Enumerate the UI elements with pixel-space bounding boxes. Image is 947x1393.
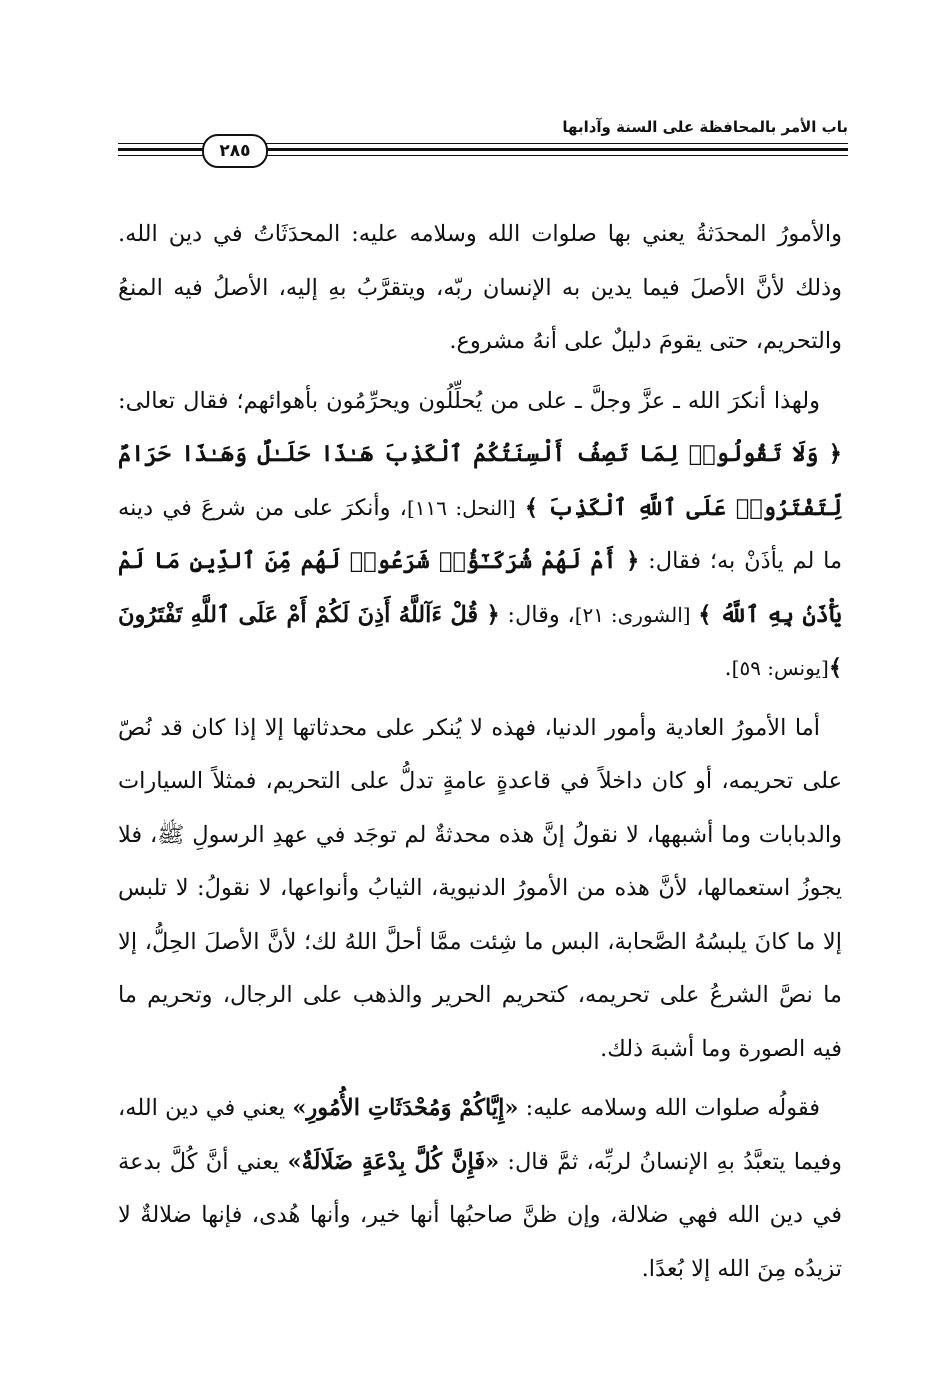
verse-reference: [يونس: ٥٩] [731, 656, 829, 680]
page-number: ٢٨٥ [202, 134, 268, 168]
paragraph [118, 375, 842, 696]
running-title: باب الأمر بالمحافظة على السنة وآدابها [562, 118, 848, 136]
paragraph-text: والأمورُ المحدَثةُ يعني بها صلوات الله وسلامه عليه: المحدَثَاتُ في دين الله. وذلك لأنَّ الأصلَ فيما يدين به الإنسان ربّه، ويتقرَّبُ بهِ إليه، الأصلُ فيه المنعُ والتحريم، حتى يقومَ دليلٌ على أنهُ مشروع. [118, 221, 842, 354]
hadith-quote: «إِيَّاكُمْ وَمُحْدَثَاتِ الأُمُورِ» [292, 1095, 519, 1121]
page-body [118, 208, 843, 1282]
paragraph-text: ، وقال: [507, 601, 575, 628]
verse-reference: [النحل: ١١٦] [406, 495, 516, 520]
quran-verse: ﴿ وَلَا تَقُولُوا۟ لِمَا تَصِفُ أَلْسِنَتُكُمُ ٱلْكَذِبَ هَـٰذَا حَلَـٰلٌ وَهَـٰذَا حَرَامٌ لِّتَفْتَرُوا۟ عَلَى ٱللَّهِ ٱلْكَذِبَ ﴾ [118, 441, 843, 521]
quran-verse: ﴿ قُلْ ءَآللَّهُ أَذِنَ لَكُمْ أَمْ عَلَى ٱللَّهِ تَفْتَرُونَ ﴾ [118, 601, 842, 681]
paragraph-text: ، وأنكرَ على من شرعَ في دينه ما لم يأذَنْ به؛ فقال: [118, 494, 843, 574]
paragraph [118, 208, 842, 369]
page-header [118, 112, 848, 172]
paragraph [118, 702, 842, 1077]
paragraph-text: يعني في دين الله، وفيما يتعبَّدُ بهِ الإنسانُ لربِّه، ثمَّ قال: [118, 1095, 843, 1175]
hadith-quote: «فَإِنَّ كُلَّ بِدْعَةٍ ضَلَالَةٌ» [287, 1148, 500, 1175]
paragraph [118, 1082, 842, 1296]
verse-reference: [الشورى: ٢١] [574, 602, 691, 627]
quran-verse: ﴿ أَمْ لَهُمْ شُرَكَـٰٓؤُا۟ شَرَعُوا۟ لَهُم مِّنَ ٱلدِّينِ مَا لَمْ يَأْذَنۢ بِهِ ٱللَّهُ ﴾ [118, 548, 842, 628]
paragraph-text: فقولُه صلوات الله وسلامه عليه: [525, 1095, 820, 1121]
paragraph-text: يعني أنَّ كُلَّ بدعة في دين الله فهي ضلالة، وإن ظنَّ صاحبُها أنها خير، وأنها هُدى، فإنها ضلالةٌ لا تزيدُه مِنَ الله إلا بُعدًا. [118, 1148, 842, 1282]
paragraph-text: أما الأمورُ العادية وأمور الدنيا، فهذه لا يُنكر على محدثاتها إلا إذا كان قد نُصّ على تحريمه، أو كان داخلاً في قاعدةٍ عامةٍ تدلُّ على التحريم، فمثلاً السيارات والدبابات وما أشبهها، لا نقولُ إنَّ هذه محدثةٌ لم توجَد في عهدِ الرسولِ ﷺ، فلا يجوزُ استعمالها، لأنَّ هذه من الأمورُ الدنيوية، الثيابُ وأنواعها، لا نقولُ: لا تلبس إلا ما كانَ يلبسُهُ الصَّحابة، البس ما شِئت ممَّا أحلَّ اللهُ لك؛ لأنَّ الأصلَ الحِلُّ، إلا ما نصَّ الشرعُ على تحريمه، كتحريم الحرير والذهب على الرجال، وتحريم ما فيه الصورة وما أشبهَ ذلك. [118, 714, 842, 1062]
paragraph-text: ولهذا أنكرَ الله ـ عزَّ وجلَّ ـ على من يُحلِّلُون ويحرِّمُون بأهوائهم؛ فقال تعالى: [118, 387, 820, 414]
paragraph-text: . [724, 655, 732, 681]
